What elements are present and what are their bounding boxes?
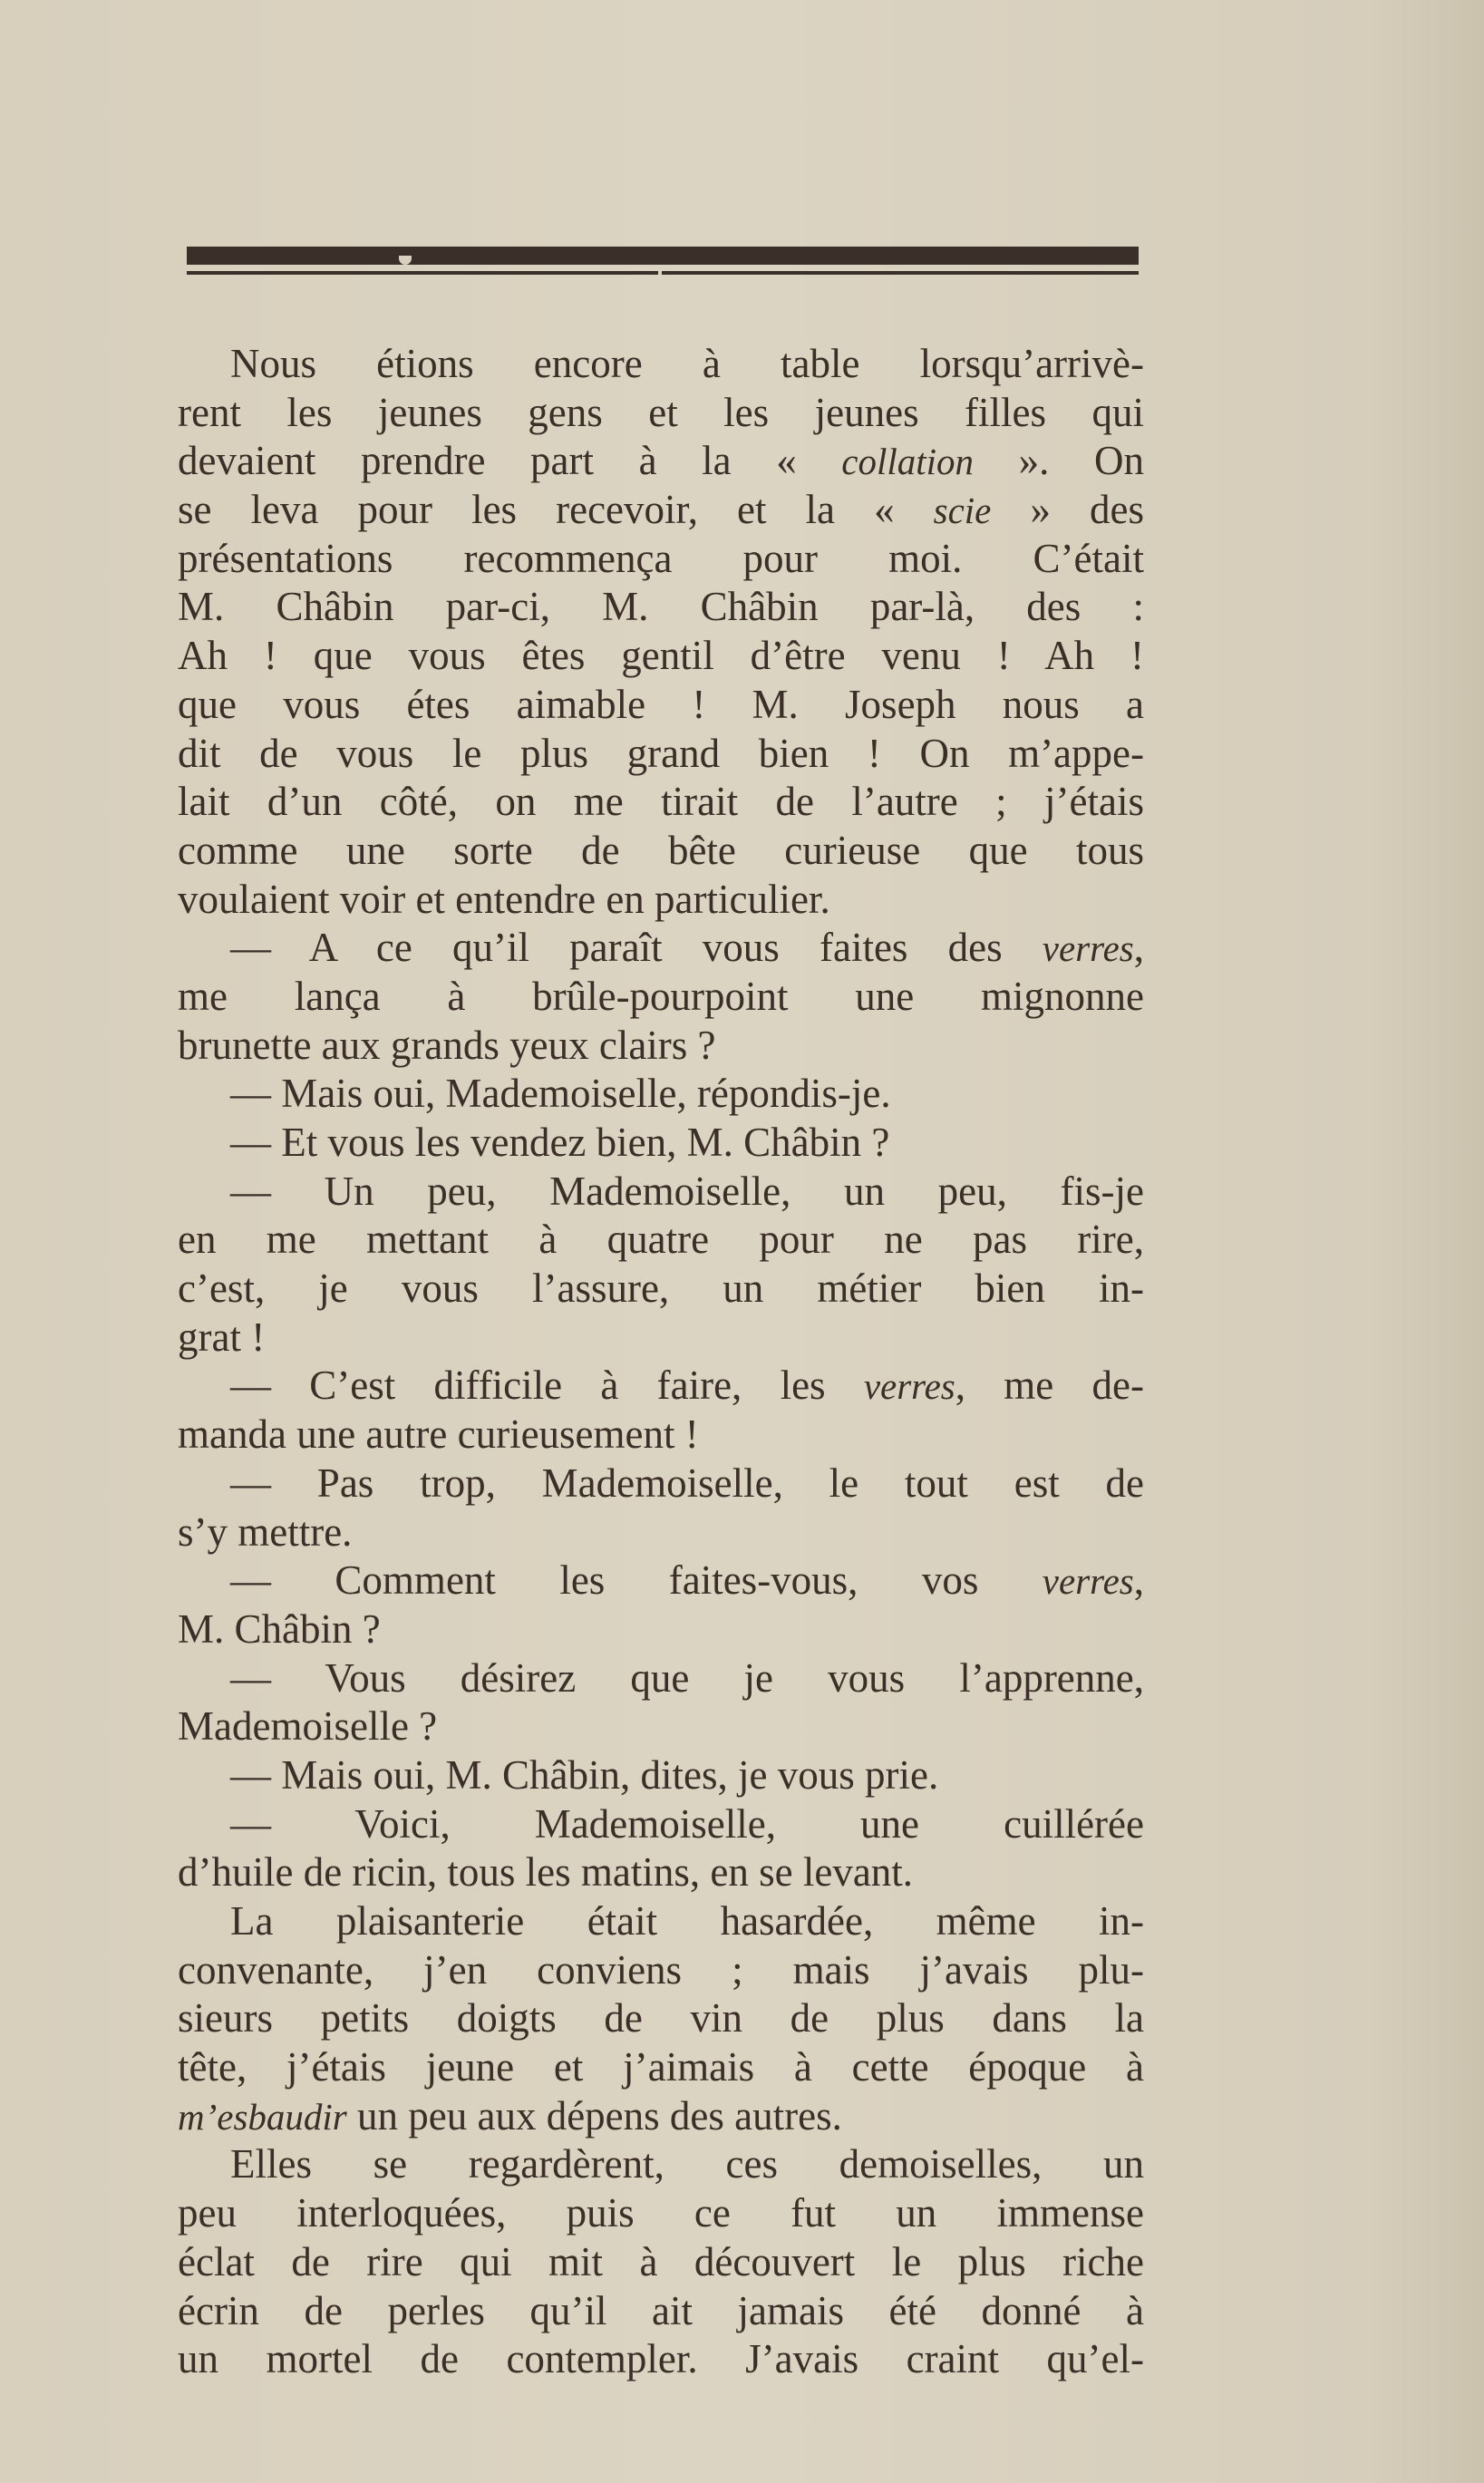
text-segment: — C’est difficile à faire, les bbox=[230, 1363, 864, 1409]
text-line bbox=[178, 437, 1144, 486]
text-line bbox=[178, 1070, 1144, 1119]
text-line bbox=[178, 632, 1144, 681]
text-line bbox=[178, 730, 1144, 779]
text-line bbox=[178, 973, 1144, 1022]
text-segment: — Mais oui, Mademoiselle, répondis-je. bbox=[230, 1071, 891, 1117]
text-segment: écrin de perles qu’il ait jamais été donné à bbox=[178, 2287, 1144, 2333]
text-segment: M. Châbin par-ci, M. Châbin par-là, des : bbox=[178, 584, 1144, 630]
italic-text: verres bbox=[863, 1365, 955, 1408]
text-line bbox=[178, 1022, 1144, 1071]
text-segment: devaient prendre part à la « bbox=[178, 438, 842, 484]
ornament-thick-bar bbox=[187, 247, 1139, 265]
text-segment: sieurs petits doigts de vin de plus dans la bbox=[178, 1995, 1144, 2042]
text-segment: — Un peu, Mademoiselle, un peu, fis-je bbox=[230, 1168, 1144, 1214]
text-segment: un mortel de contempler. J’avais craint qu’el- bbox=[178, 2336, 1144, 2382]
text-line bbox=[178, 2043, 1144, 2092]
ornament-thin-line-left bbox=[187, 271, 658, 275]
text-line bbox=[178, 1800, 1144, 1849]
text-segment: — Comment les faites-vous, vos bbox=[230, 1557, 1043, 1604]
text-segment: M. Châbin ? bbox=[178, 1605, 381, 1652]
text-segment: manda une autre curieusement ! bbox=[178, 1411, 699, 1458]
text-segment: me lança à brûle-pourpoint une mignonne bbox=[178, 973, 1144, 1019]
text-segment: — A ce qu’il paraît vous faites des bbox=[230, 925, 1043, 971]
text-segment: voulaient voir et entendre en particulier. bbox=[178, 876, 830, 922]
text-line bbox=[178, 1946, 1144, 1995]
text-line bbox=[178, 1119, 1144, 1168]
text-line bbox=[178, 1314, 1144, 1363]
text-line bbox=[178, 1362, 1144, 1411]
text-segment: lait d’un côté, on me tirait de l’autre ; j’étais bbox=[178, 779, 1144, 825]
text-segment: Mademoiselle ? bbox=[178, 1703, 438, 1750]
text-line bbox=[178, 486, 1144, 535]
text-segment: s’y mettre. bbox=[178, 1508, 353, 1555]
text-segment: ». On bbox=[974, 438, 1144, 484]
text-line bbox=[178, 2287, 1144, 2336]
text-segment: un peu aux dépens des autres. bbox=[346, 2092, 842, 2139]
text-segment: — Voici, Mademoiselle, une cuillérée bbox=[230, 1800, 1144, 1847]
ornament-thin-line-right bbox=[662, 271, 1139, 275]
text-segment: Nous étions encore à table lorsqu’arrivè- bbox=[230, 341, 1144, 386]
text-line bbox=[178, 583, 1144, 632]
text-line bbox=[178, 1605, 1144, 1654]
text-segment: Ah ! que vous êtes gentil d’être venu ! Ah ! bbox=[178, 633, 1144, 679]
text-segment: se leva pour les recevoir, et la « bbox=[178, 487, 934, 533]
text-segment: que vous étes aimable ! M. Joseph nous a bbox=[178, 681, 1144, 727]
text-segment: — Et vous les vendez bien, M. Châbin ? bbox=[230, 1120, 890, 1165]
text-line bbox=[178, 2189, 1144, 2238]
italic-text: scie bbox=[933, 490, 992, 532]
text-line bbox=[178, 827, 1144, 876]
text-segment: La plaisanterie était hasardée, même in- bbox=[230, 1898, 1144, 1944]
text-line bbox=[178, 2140, 1144, 2189]
text-segment: tête, j’étais jeune et j’aimais à cette époque à bbox=[178, 2044, 1144, 2090]
text-segment: brunette aux grands yeux clairs ? bbox=[178, 1022, 716, 1068]
text-line bbox=[178, 1751, 1144, 1800]
text-line bbox=[178, 924, 1144, 973]
text-line bbox=[178, 1168, 1144, 1217]
text-segment: rent les jeunes gens et les jeunes filles qui bbox=[178, 389, 1144, 435]
text-line bbox=[178, 1848, 1144, 1897]
italic-text: collation bbox=[841, 441, 975, 483]
text-segment: présentations recommença pour moi. C’était bbox=[178, 535, 1144, 581]
italic-text: m’esbaudir bbox=[178, 2095, 347, 2138]
text-line bbox=[178, 535, 1144, 584]
text-segment: — Pas trop, Mademoiselle, le tout est de bbox=[230, 1460, 1144, 1506]
text-line bbox=[178, 876, 1144, 925]
text-segment: grat ! bbox=[178, 1314, 266, 1360]
italic-text: verres bbox=[1042, 927, 1134, 970]
text-line bbox=[178, 1897, 1144, 1946]
text-line bbox=[178, 1411, 1144, 1460]
text-line bbox=[178, 340, 1144, 389]
text-segment: éclat de rire qui mit à découvert le plus riche bbox=[178, 2238, 1144, 2284]
text-segment: convenante, j’en conviens ; mais j’avais plu- bbox=[178, 1946, 1144, 1993]
text-line bbox=[178, 1654, 1144, 1703]
italic-text: verres bbox=[1042, 1560, 1134, 1603]
text-line bbox=[178, 1216, 1144, 1265]
text-segment: — Vous désirez que je vous l’apprenne, bbox=[230, 1654, 1144, 1701]
text-segment: , bbox=[1133, 925, 1144, 971]
text-segment: Elles se regardèrent, ces demoiselles, un bbox=[230, 2141, 1144, 2187]
text-segment: dit de vous le plus grand bien ! On m’appe- bbox=[178, 730, 1144, 776]
text-line bbox=[178, 681, 1144, 730]
text-segment: — Mais oui, M. Châbin, dites, je vous prie. bbox=[230, 1751, 939, 1798]
text-segment: en me mettant à quatre pour ne pas rire, bbox=[178, 1217, 1144, 1263]
text-line bbox=[178, 1460, 1144, 1508]
text-line bbox=[178, 2335, 1144, 2384]
text-line bbox=[178, 1702, 1144, 1751]
text-segment: c’est, je vous l’assure, un métier bien in- bbox=[178, 1266, 1144, 1312]
text-line bbox=[178, 778, 1144, 827]
text-line bbox=[178, 1557, 1144, 1605]
text-segment: , bbox=[1133, 1557, 1144, 1604]
text-segment: » des bbox=[991, 487, 1144, 533]
text-line bbox=[178, 1265, 1144, 1314]
body-text bbox=[178, 340, 1144, 2384]
text-line bbox=[178, 389, 1144, 438]
text-segment: comme une sorte de bête curieuse que tous bbox=[178, 827, 1144, 873]
text-line bbox=[178, 2238, 1144, 2287]
text-line bbox=[178, 1508, 1144, 1557]
text-segment: d’huile de ricin, tous les matins, en se levant. bbox=[178, 1849, 914, 1896]
text-segment: peu interloquées, puis ce fut un immense bbox=[178, 2190, 1144, 2236]
text-line bbox=[178, 1994, 1144, 2043]
text-line bbox=[178, 2092, 1144, 2141]
text-segment: , me de- bbox=[955, 1363, 1144, 1409]
